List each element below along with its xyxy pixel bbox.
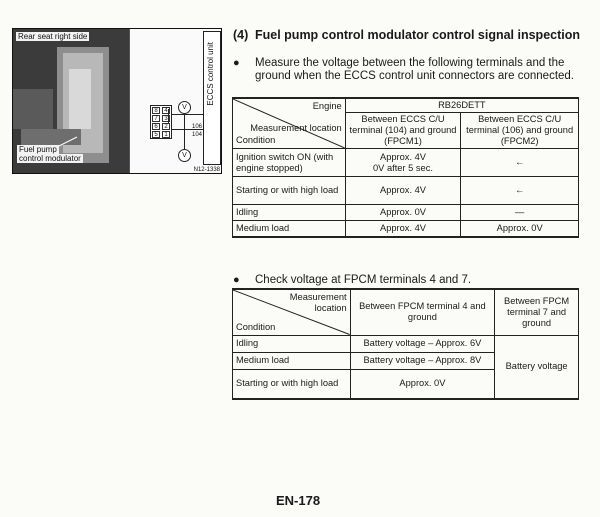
condition-cell: Starting or with high load bbox=[233, 177, 346, 205]
engine-value: RB26DETT bbox=[345, 98, 578, 113]
column-header: Between ECCS C/U terminal (106) and ground (FPCM2) bbox=[461, 113, 579, 149]
condition-cell: Idling bbox=[233, 205, 346, 221]
section-title: Fuel pump control modulator control signal inspection bbox=[255, 28, 581, 42]
connector-pin: 3 bbox=[162, 115, 170, 122]
voltmeter-icon: V bbox=[178, 101, 191, 114]
connector-pin: 5 bbox=[152, 131, 160, 138]
photo-label-fuel-pump: Fuel pump bbox=[19, 145, 57, 154]
voltage-value: Approx. 4V bbox=[345, 221, 461, 237]
terminal-code-106: 106 bbox=[192, 124, 203, 130]
voltage-value: Approx. 0V bbox=[345, 205, 461, 221]
table-row bbox=[233, 335, 579, 352]
bullet-icon: ● bbox=[233, 57, 240, 69]
condition-cell: Medium load bbox=[233, 352, 351, 369]
instruction-text: Check voltage at FPCM terminals 4 and 7. bbox=[255, 274, 472, 286]
voltage-value: — bbox=[461, 205, 579, 221]
connector-pin: 7 bbox=[152, 115, 160, 122]
voltage-value: ← bbox=[461, 177, 579, 205]
voltage-value: Approx. 4V bbox=[380, 151, 426, 162]
voltage-value: 0V after 5 sec. bbox=[373, 162, 433, 173]
condition-cell: Idling bbox=[233, 335, 351, 352]
condition-cell: Medium load bbox=[233, 221, 346, 237]
ecu-voltage-table bbox=[232, 97, 579, 238]
wiring-diagram bbox=[129, 29, 222, 174]
condition-cell: Ignition switch ON (with engine stopped) bbox=[233, 149, 346, 177]
instruction-text: Measure the voltage between the following terminals and the ground when the ECCS control unit connectors are connected. bbox=[255, 57, 574, 82]
voltage-value: Approx. 0V bbox=[461, 221, 579, 237]
voltmeter-icon: V bbox=[178, 149, 191, 162]
ecu-box bbox=[203, 31, 221, 165]
photo-label-rear-seat: Rear seat right side bbox=[18, 32, 88, 41]
inspection-photo bbox=[12, 28, 222, 174]
condition-cell: Starting or with high load bbox=[233, 369, 351, 399]
table-row bbox=[233, 149, 579, 177]
voltage-value: Battery voltage – Approx. 8V bbox=[350, 352, 495, 369]
table-row bbox=[233, 221, 579, 237]
connector-pin: 2 bbox=[162, 123, 170, 130]
table-corner-header bbox=[233, 98, 346, 149]
voltage-value: ← bbox=[461, 149, 579, 177]
voltage-value: Battery voltage bbox=[495, 335, 579, 399]
measurement-location-label: Measurement location bbox=[250, 123, 342, 133]
connector-pin: 8 bbox=[152, 107, 160, 114]
instruction-paragraph bbox=[233, 274, 579, 287]
column-header: Between FPCM terminal 4 and ground bbox=[350, 289, 495, 335]
voltage-value: Approx. 4V bbox=[345, 177, 461, 205]
connector-pin: 6 bbox=[152, 123, 160, 130]
column-header: Between FPCM terminal 7 and ground bbox=[495, 289, 579, 335]
section-heading bbox=[233, 28, 583, 42]
section-number: (4) bbox=[233, 28, 249, 42]
measurement-location-label: Measurement location bbox=[289, 292, 347, 313]
table-corner-header bbox=[233, 289, 351, 335]
engine-header-label: Engine bbox=[312, 101, 342, 111]
bullet-icon: ● bbox=[233, 274, 240, 286]
photo-label-control-modulator: control modulator bbox=[19, 154, 81, 163]
figure-reference: N12-1338 bbox=[193, 167, 220, 173]
condition-label: Condition bbox=[236, 135, 276, 145]
page-number: EN-178 bbox=[276, 493, 321, 508]
instruction-paragraph bbox=[233, 57, 579, 83]
column-header: Between ECCS C/U terminal (104) and ground (FPCM1) bbox=[345, 113, 461, 149]
voltage-value: Battery voltage – Approx. 6V bbox=[350, 335, 495, 352]
connector-pin: 1 bbox=[162, 131, 170, 138]
table-row bbox=[233, 205, 579, 221]
condition-label: Condition bbox=[236, 321, 276, 332]
connector-pin: 4 bbox=[162, 107, 170, 114]
table-row bbox=[233, 177, 579, 205]
fpcm-voltage-table bbox=[232, 288, 579, 400]
ecu-label: ECCS control unit bbox=[206, 42, 215, 106]
voltage-value: Approx. 0V bbox=[350, 369, 495, 399]
terminal-code-104: 104 bbox=[192, 132, 203, 138]
